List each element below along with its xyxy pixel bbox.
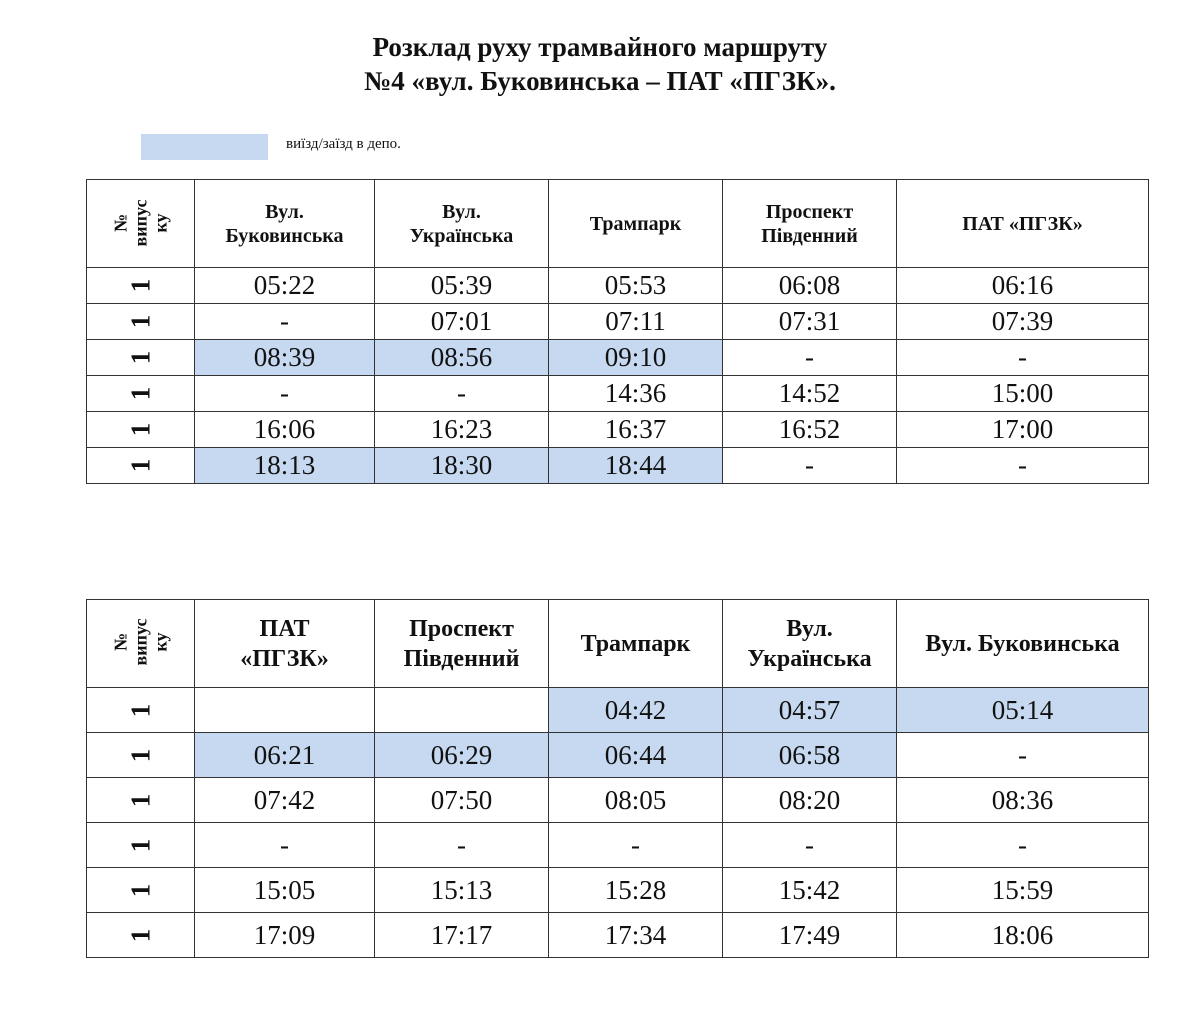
stop-header-line: Українська xyxy=(747,645,872,672)
table-row xyxy=(87,778,1149,823)
stop-header-line: Проспект xyxy=(765,200,854,223)
release-number-cell xyxy=(87,304,195,340)
table-row xyxy=(87,688,1149,733)
release-number: 1 xyxy=(125,350,155,365)
release-number-cell xyxy=(87,733,195,778)
release-number-header xyxy=(87,180,195,268)
title-line-1: Розклад руху трамвайного маршруту xyxy=(372,32,828,62)
release-number: 1 xyxy=(125,793,155,807)
release-number: 1 xyxy=(125,458,155,473)
time-cell: - xyxy=(375,376,549,412)
time-cell: 17:09 xyxy=(195,913,375,958)
table-row xyxy=(87,268,1149,304)
time-cell: 17:34 xyxy=(549,913,723,958)
stop-header-line: Південний xyxy=(761,224,858,247)
release-number: 1 xyxy=(125,422,155,437)
release-number-header xyxy=(87,600,195,688)
stop-header xyxy=(375,600,549,688)
header-line: № xyxy=(110,632,131,651)
table-row xyxy=(87,868,1149,913)
time-cell: - xyxy=(723,340,897,376)
time-cell: 04:57 xyxy=(723,688,897,733)
schedule-table-return xyxy=(86,599,1149,958)
stop-header-line: Українська xyxy=(409,224,514,247)
time-cell: 18:30 xyxy=(375,448,549,484)
time-cell: 18:06 xyxy=(897,913,1149,958)
release-number-cell xyxy=(87,688,195,733)
stop-header-line: «ПГЗК» xyxy=(240,645,329,672)
time-cell: 15:13 xyxy=(375,868,549,913)
stop-header xyxy=(723,180,897,268)
time-cell: 06:08 xyxy=(723,268,897,304)
time-cell: 07:50 xyxy=(375,778,549,823)
time-cell: 08:56 xyxy=(375,340,549,376)
release-number-cell xyxy=(87,823,195,868)
stop-header-line: Вул. Буковинська xyxy=(925,630,1120,657)
time-cell: 08:36 xyxy=(897,778,1149,823)
time-cell: 09:10 xyxy=(549,340,723,376)
time-cell: 15:28 xyxy=(549,868,723,913)
stop-header xyxy=(375,180,549,268)
time-cell: 17:49 xyxy=(723,913,897,958)
stop-header-line: Вул. xyxy=(265,200,304,223)
time-cell: 05:22 xyxy=(195,268,375,304)
stop-header-line: ПАТ «ПГЗК» xyxy=(962,212,1083,235)
time-cell: 07:11 xyxy=(549,304,723,340)
release-number: 1 xyxy=(125,928,155,942)
time-cell: 16:37 xyxy=(549,412,723,448)
title-line-2: №4 «вул. Буковинська – ПАТ «ПГЗК». xyxy=(364,66,836,96)
schedule-table-forward xyxy=(86,179,1149,484)
release-number-cell xyxy=(87,868,195,913)
header-line: № xyxy=(110,213,131,232)
stop-header-line: Проспект xyxy=(409,615,514,642)
table-header-row xyxy=(87,180,1149,268)
table-row xyxy=(87,304,1149,340)
time-cell: 06:21 xyxy=(195,733,375,778)
time-cell: 14:52 xyxy=(723,376,897,412)
time-cell: - xyxy=(897,823,1149,868)
time-cell: - xyxy=(195,376,375,412)
time-cell: - xyxy=(195,304,375,340)
time-cell: - xyxy=(897,340,1149,376)
time-cell: 07:01 xyxy=(375,304,549,340)
time-cell: 17:17 xyxy=(375,913,549,958)
release-number-cell xyxy=(87,412,195,448)
time-cell: 07:31 xyxy=(723,304,897,340)
stop-header xyxy=(897,180,1149,268)
time-cell: 08:20 xyxy=(723,778,897,823)
time-cell: 18:13 xyxy=(195,448,375,484)
stop-header xyxy=(195,600,375,688)
header-line: випус xyxy=(130,199,151,246)
table-row xyxy=(87,340,1149,376)
header-line: ку xyxy=(150,631,171,652)
release-number-header-text xyxy=(111,618,171,665)
stop-header xyxy=(723,600,897,688)
time-cell: 08:05 xyxy=(549,778,723,823)
table-row xyxy=(87,733,1149,778)
time-cell: 08:39 xyxy=(195,340,375,376)
table-row xyxy=(87,448,1149,484)
time-cell: 05:39 xyxy=(375,268,549,304)
time-cell: 05:53 xyxy=(549,268,723,304)
time-cell: - xyxy=(549,823,723,868)
time-cell: 14:36 xyxy=(549,376,723,412)
header-line: випус xyxy=(130,618,151,665)
release-number-cell xyxy=(87,778,195,823)
time-cell: 07:42 xyxy=(195,778,375,823)
time-cell: 06:44 xyxy=(549,733,723,778)
release-number: 1 xyxy=(125,883,155,897)
time-cell: 15:42 xyxy=(723,868,897,913)
release-number-cell xyxy=(87,913,195,958)
time-cell: 06:29 xyxy=(375,733,549,778)
release-number-cell xyxy=(87,340,195,376)
release-number: 1 xyxy=(125,748,155,762)
time-cell: 16:52 xyxy=(723,412,897,448)
release-number-cell xyxy=(87,448,195,484)
stop-header-line: Вул. xyxy=(786,615,833,642)
time-cell: - xyxy=(723,823,897,868)
time-cell: 05:14 xyxy=(897,688,1149,733)
stop-header-line: Трампарк xyxy=(589,212,682,235)
time-cell: - xyxy=(195,823,375,868)
legend-text: виїзд/заїзд в депо. xyxy=(286,136,401,152)
stop-header xyxy=(195,180,375,268)
time-cell: 06:58 xyxy=(723,733,897,778)
time-cell: - xyxy=(897,733,1149,778)
release-number-cell xyxy=(87,268,195,304)
release-number: 1 xyxy=(125,386,155,401)
stop-header-line: Трампарк xyxy=(580,630,691,657)
time-cell: - xyxy=(375,823,549,868)
table-row xyxy=(87,412,1149,448)
time-cell: 15:59 xyxy=(897,868,1149,913)
release-number-header-text xyxy=(111,199,171,246)
time-cell: 17:00 xyxy=(897,412,1149,448)
table-header-row xyxy=(87,600,1149,688)
time-cell: 04:42 xyxy=(549,688,723,733)
time-cell xyxy=(195,688,375,733)
stop-header-line: Вул. xyxy=(442,200,481,223)
stop-header-line: Буковинська xyxy=(225,224,344,247)
release-number: 1 xyxy=(125,838,155,852)
time-cell: - xyxy=(723,448,897,484)
time-cell: 06:16 xyxy=(897,268,1149,304)
time-cell: 16:06 xyxy=(195,412,375,448)
legend-swatch xyxy=(141,134,268,160)
release-number: 1 xyxy=(125,278,155,293)
time-cell: - xyxy=(897,448,1149,484)
stop-header xyxy=(549,180,723,268)
stop-header xyxy=(549,600,723,688)
release-number: 1 xyxy=(125,703,155,717)
release-number-cell xyxy=(87,376,195,412)
release-number: 1 xyxy=(125,314,155,329)
time-cell xyxy=(375,688,549,733)
time-cell: 15:05 xyxy=(195,868,375,913)
time-cell: 16:23 xyxy=(375,412,549,448)
time-cell: 15:00 xyxy=(897,376,1149,412)
stop-header-line: ПАТ xyxy=(259,615,310,642)
time-cell: 18:44 xyxy=(549,448,723,484)
stop-header xyxy=(897,600,1149,688)
table-row xyxy=(87,376,1149,412)
table-row xyxy=(87,823,1149,868)
time-cell: 07:39 xyxy=(897,304,1149,340)
stop-header-line: Південний xyxy=(403,645,520,672)
page-title xyxy=(0,30,1200,98)
header-line: ку xyxy=(150,212,171,233)
table-row xyxy=(87,913,1149,958)
